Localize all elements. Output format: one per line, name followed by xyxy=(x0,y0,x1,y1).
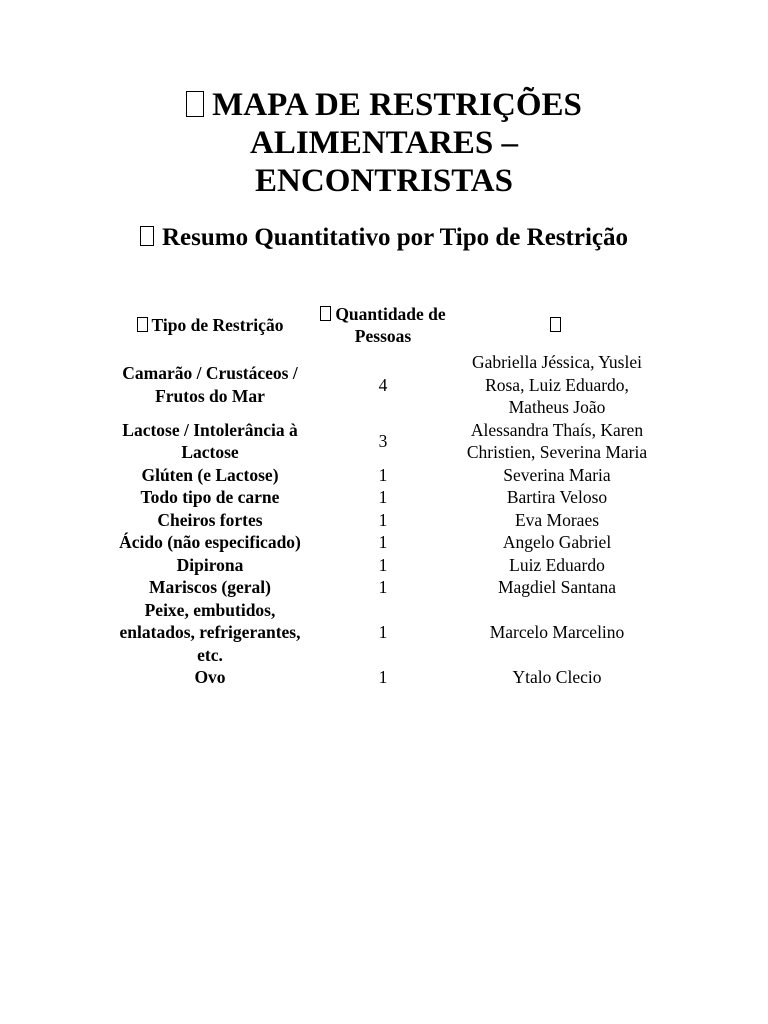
table-row xyxy=(106,599,662,667)
cell-quantidade: 3 xyxy=(378,430,388,451)
cell-pessoas: Gabriella Jéssica, Yuslei Rosa, Luiz Eduardo, Matheus João xyxy=(472,352,642,417)
cell-quantidade: 1 xyxy=(378,487,388,507)
cell-pessoas: Luiz Eduardo xyxy=(509,554,605,575)
cell-pessoas: Severina Maria xyxy=(503,464,611,485)
header-tipo xyxy=(106,299,314,351)
missing-glyph-icon xyxy=(140,226,154,246)
cell-pessoas: Eva Moraes xyxy=(514,509,600,530)
table-row xyxy=(106,419,662,464)
table-row xyxy=(106,531,662,554)
cell-tipo: Ácido (não especificado) xyxy=(119,532,301,552)
cell-tipo: Peixe, embutidos, enlatados, refrigerantes, etc. xyxy=(119,599,301,665)
table-row xyxy=(106,509,662,532)
cell-quantidade: 4 xyxy=(378,374,388,395)
header-quantidade-label: Quantidade de Pessoas xyxy=(335,303,446,346)
table-body xyxy=(106,351,662,689)
table-header-row xyxy=(106,299,662,351)
cell-quantidade: 1 xyxy=(378,577,388,597)
missing-glyph-icon xyxy=(550,317,561,332)
table-row xyxy=(106,486,662,509)
document-subtitle-text: Resumo Quantitativo por Tipo de Restrição xyxy=(162,224,628,251)
cell-pessoas: Ytalo Clecio xyxy=(512,667,602,687)
cell-pessoas: Alessandra Thaís, Karen Christien, Severina Maria xyxy=(466,419,648,462)
missing-glyph-icon xyxy=(186,91,204,117)
cell-tipo: Dipirona xyxy=(176,554,244,575)
missing-glyph-icon xyxy=(137,317,148,332)
document-title xyxy=(134,86,634,200)
cell-tipo: Glúten (e Lactose) xyxy=(141,464,279,485)
table-row xyxy=(106,464,662,487)
table-row xyxy=(106,554,662,577)
missing-glyph-icon xyxy=(320,306,331,321)
table-row xyxy=(106,666,662,689)
header-quantidade xyxy=(314,299,452,351)
cell-pessoas: Marcelo Marcelino xyxy=(489,622,625,642)
cell-tipo: Cheiros fortes xyxy=(157,509,263,530)
restrictions-table xyxy=(106,299,662,689)
cell-quantidade: 1 xyxy=(378,622,388,642)
cell-tipo: Todo tipo de carne xyxy=(140,487,280,507)
header-tipo-label: Tipo de Restrição xyxy=(151,314,284,335)
cell-pessoas: Angelo Gabriel xyxy=(502,532,612,552)
table-row xyxy=(106,576,662,599)
table-row xyxy=(106,351,662,419)
cell-tipo: Lactose / Intolerância à Lactose xyxy=(122,419,298,462)
cell-quantidade: 1 xyxy=(378,554,388,575)
header-pessoas xyxy=(452,299,662,351)
cell-tipo: Camarão / Crustáceos / Frutos do Mar xyxy=(122,363,298,406)
document-subtitle xyxy=(134,222,634,253)
document-title-text: MAPA DE RESTRIÇÕES ALIMENTARES – ENCONTRISTAS xyxy=(212,87,582,199)
cell-tipo: Ovo xyxy=(194,667,226,687)
cell-tipo: Mariscos (geral) xyxy=(149,577,271,597)
cell-quantidade: 1 xyxy=(378,464,388,485)
cell-quantidade: 1 xyxy=(378,532,388,552)
cell-quantidade: 1 xyxy=(378,667,388,687)
cell-quantidade: 1 xyxy=(378,509,388,530)
cell-pessoas: Magdiel Santana xyxy=(497,577,617,597)
cell-pessoas: Bartira Veloso xyxy=(506,487,608,507)
